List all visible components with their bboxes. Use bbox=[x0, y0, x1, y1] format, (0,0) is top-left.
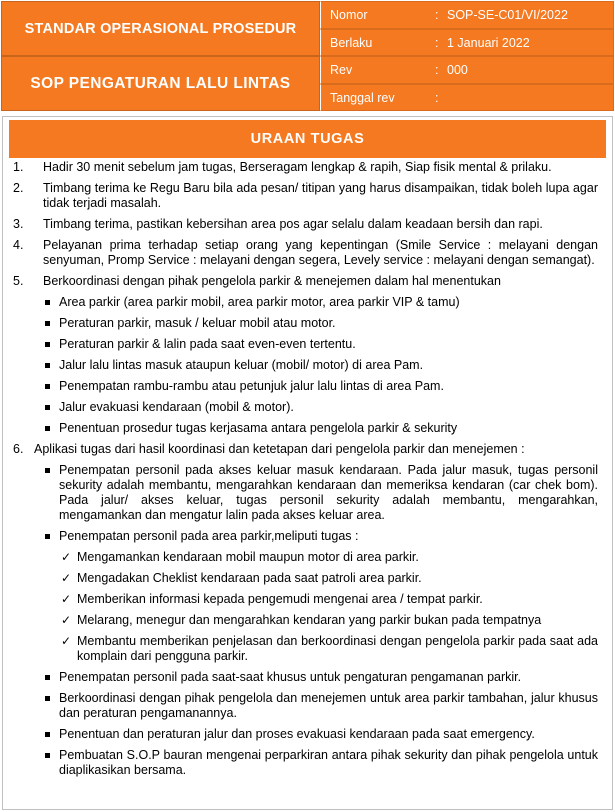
check-item bbox=[3, 634, 612, 664]
item-number: 4. bbox=[13, 238, 24, 252]
document-type: STANDAR OPERASIONAL PROSEDUR bbox=[1, 1, 320, 56]
item-number: 1. bbox=[13, 160, 24, 174]
meta-value: SOP-SE-C01/VI/2022 bbox=[447, 8, 568, 22]
meta-value: 000 bbox=[447, 63, 468, 77]
list-item bbox=[3, 442, 612, 457]
sub-item bbox=[3, 337, 612, 352]
item-number: 3. bbox=[13, 217, 24, 231]
check-item bbox=[3, 613, 612, 628]
sub-item-text: Penempatan personil pada area parkir,meliputi tugas : bbox=[59, 529, 359, 543]
check-item bbox=[3, 571, 612, 586]
check-item-text: Mengamankan kendaraan mobil maupun motor di area parkir. bbox=[77, 550, 419, 564]
item-number: 5. bbox=[13, 274, 24, 288]
item-text: Pelayanan prima terhadap setiap orang yang kepentingan (Smile Service : melayani dengan senyuman, Promp Service : melayani dengan segera, Levely service : melayani dengan semangat). bbox=[43, 238, 598, 267]
check-icon: ✓ bbox=[61, 613, 72, 627]
sub-item-text: Berkoordinasi dengan pihak pengelola dan menejemen untuk area parkir tambahan, jalur khusus dan peraturan pengamanannya. bbox=[59, 691, 598, 720]
header-meta bbox=[320, 1, 614, 111]
meta-value: 1 Januari 2022 bbox=[447, 35, 530, 50]
sop-title: SOP PENGATURAN LALU LINTAS bbox=[1, 56, 320, 111]
meta-row-nomor bbox=[320, 1, 614, 29]
meta-sep: : bbox=[435, 8, 439, 22]
check-item bbox=[3, 592, 612, 607]
meta-sep: : bbox=[435, 63, 439, 77]
square-bullet-icon bbox=[45, 321, 50, 326]
meta-key: Tanggal rev bbox=[330, 90, 395, 105]
square-bullet-icon bbox=[45, 468, 50, 473]
sub-item-text: Jalur lalu lintas masuk ataupun keluar (mobil/ motor) di area Pam. bbox=[59, 358, 424, 372]
sub-item-text: Penempatan personil pada saat-saat khusus untuk pengaturan pengamanan parkir. bbox=[59, 670, 522, 684]
square-bullet-icon bbox=[45, 426, 50, 431]
sub-item bbox=[3, 748, 612, 778]
sub-item bbox=[3, 316, 612, 331]
sop-header bbox=[1, 1, 614, 111]
square-bullet-icon bbox=[45, 753, 50, 758]
task-description-box bbox=[2, 116, 613, 810]
item-number: 2. bbox=[13, 181, 24, 195]
meta-key: Berlaku bbox=[330, 35, 373, 50]
item-text: Timbang terima, pastikan kebersihan area pos agar selalu dalam keadaan bersih dan rapi. bbox=[43, 217, 543, 231]
square-bullet-icon bbox=[45, 405, 50, 410]
sub-item bbox=[3, 529, 612, 544]
item-text: Berkoordinasi dengan pihak pengelola parkir & menejemen dalam hal menentukan bbox=[43, 274, 501, 288]
sub-item-text: Penempatan personil pada akses keluar masuk kendaraan. Pada jalur masuk, tugas personil sekurity adalah membantu, mengarahkan kendaraan dan memeriksa kendaran (car chek bom). Pada jalur/ akses keluar, tugas personil sekurity adalah membantu, mengarahkan, mengamankan dan mengatur lalin pada akses keluar area. bbox=[59, 463, 598, 522]
check-icon: ✓ bbox=[61, 550, 72, 564]
check-icon: ✓ bbox=[61, 592, 72, 606]
sub-item-text: Peraturan parkir & lalin pada saat even-even tertentu. bbox=[59, 337, 356, 351]
sub-item bbox=[3, 400, 612, 415]
sub-item-text: Area parkir (area parkir mobil, area parkir motor, area parkir VIP & tamu) bbox=[59, 295, 460, 309]
meta-key: Nomor bbox=[330, 8, 368, 22]
check-icon: ✓ bbox=[61, 634, 72, 648]
sub-item bbox=[3, 691, 612, 721]
square-bullet-icon bbox=[45, 342, 50, 347]
list-item bbox=[3, 181, 612, 211]
check-item-text: Mengadakan Cheklist kendaraan pada saat patroli area parkir. bbox=[77, 571, 422, 585]
sub-item-text: Pembuatan S.O.P bauran mengenai perparkiran antara pihak sekurity dan pihak pengelola untuk diaplikasikan bersama. bbox=[59, 748, 598, 777]
item-text: Timbang terima ke Regu Baru bila ada pesan/ titipan yang harus disampaikan, tidak boleh lupa agar tidak terjadi masalah. bbox=[43, 181, 598, 210]
sub-item bbox=[3, 421, 612, 436]
meta-sep: : bbox=[435, 90, 439, 105]
list-item bbox=[3, 217, 612, 232]
sub-item-text: Penentuan dan peraturan jalur dan proses evakuasi kendaraan pada saat emergency. bbox=[59, 727, 535, 741]
meta-row-rev bbox=[320, 56, 614, 84]
list-item bbox=[3, 274, 612, 289]
meta-row-tanggal-rev bbox=[320, 84, 614, 112]
sub-item bbox=[3, 379, 612, 394]
sub-item-text: Jalur evakuasi kendaraan (mobil & motor). bbox=[59, 400, 294, 414]
square-bullet-icon bbox=[45, 732, 50, 737]
sub-item bbox=[3, 670, 612, 685]
meta-sep: : bbox=[435, 35, 439, 50]
sub-item bbox=[3, 727, 612, 742]
check-icon: ✓ bbox=[61, 571, 72, 585]
list-item bbox=[3, 238, 612, 268]
sub-item bbox=[3, 295, 612, 310]
sub-item-text: Penempatan rambu-rambu atau petunjuk jalur lalu lintas di area Pam. bbox=[59, 379, 444, 393]
sub-item bbox=[3, 358, 612, 373]
section-title: URAAN TUGAS bbox=[9, 120, 606, 158]
square-bullet-icon bbox=[45, 696, 50, 701]
square-bullet-icon bbox=[45, 534, 50, 539]
check-item-text: Melarang, menegur dan mengarahkan kendaran yang parkir bukan pada tempatnya bbox=[77, 613, 542, 627]
check-item-text: Memberikan informasi kepada pengemudi mengenai area / tempat parkir. bbox=[77, 592, 483, 606]
header-left bbox=[1, 1, 320, 111]
sub-item-text: Penentuan prosedur tugas kerjasama antara pengelola parkir & sekurity bbox=[59, 421, 458, 435]
square-bullet-icon bbox=[45, 363, 50, 368]
square-bullet-icon bbox=[45, 384, 50, 389]
square-bullet-icon bbox=[45, 300, 50, 305]
meta-key: Rev bbox=[330, 63, 353, 77]
task-list bbox=[3, 160, 612, 784]
check-item-text: Membantu memberikan penjelasan dan berkoordinasi dengan pengelola parkir pada saat ada komplain dari pengguna parkir. bbox=[77, 634, 598, 663]
meta-row-berlaku bbox=[320, 29, 614, 57]
list-item bbox=[3, 160, 612, 175]
sub-item-text: Peraturan parkir, masuk / keluar mobil atau motor. bbox=[59, 316, 336, 330]
item-number: 6. bbox=[13, 442, 24, 456]
check-item bbox=[3, 550, 612, 565]
item-text: Aplikasi tugas dari hasil koordinasi dan ketetapan dari pengelola parkir dan menejemen : bbox=[34, 442, 525, 456]
item-text: Hadir 30 menit sebelum jam tugas, Berseragam lengkap & rapih, Siap fisik mental & prilaku. bbox=[43, 160, 552, 174]
square-bullet-icon bbox=[45, 675, 50, 680]
sub-item bbox=[3, 463, 612, 523]
